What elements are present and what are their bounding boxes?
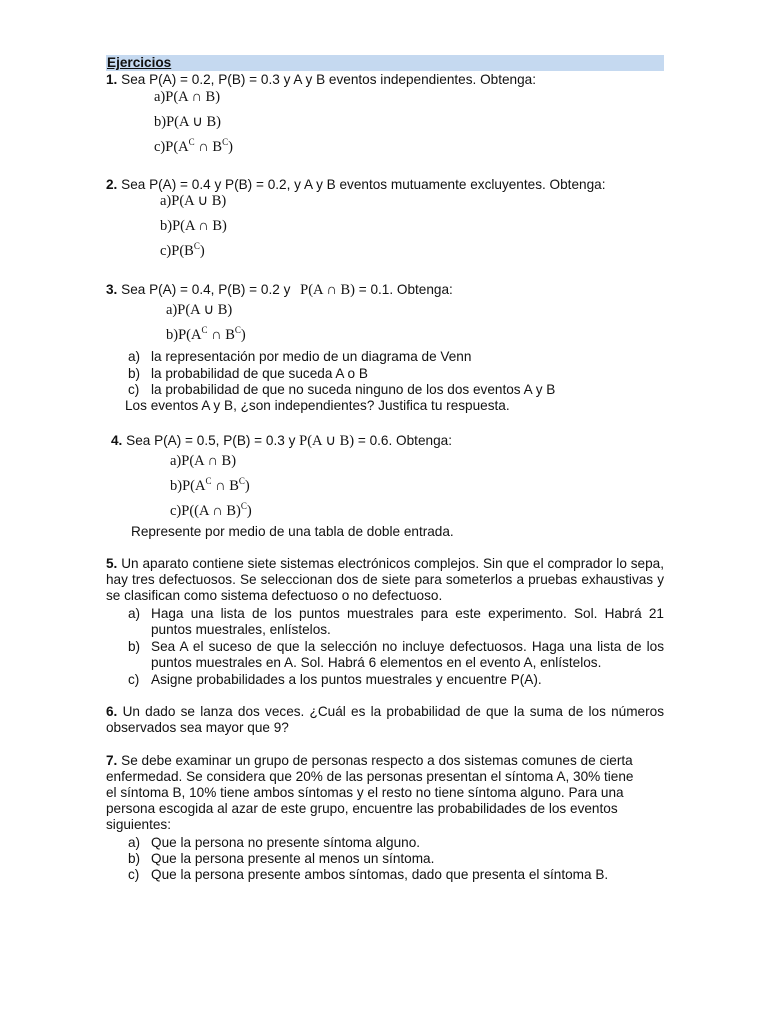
exercise-7-statement xyxy=(106,753,636,833)
exercise-text: Un dado se lanza dos veces. ¿Cuál es la probabilidad de que la suma de los números observados sea mayor que 9? xyxy=(106,704,664,735)
formula-4a: a)P(A ∩ B) xyxy=(170,453,237,469)
exercise-2-statement xyxy=(106,177,605,193)
formula-4c: c)P((A ∩ B)$^C$) xyxy=(170,501,252,519)
list-item: a) Haga una lista de los puntos muestrales para este experimento. Sol. Habrá 21 puntos muestrales, enlístelos. xyxy=(128,606,664,637)
list-item: c) Asigne probabilidades a los puntos muestrales y encuentre P(A). xyxy=(128,672,542,687)
exercise-6-statement xyxy=(106,704,664,736)
exercise-1-statement xyxy=(106,72,536,88)
formula-3a: a)P(A ∪ B) xyxy=(166,302,233,318)
exercise-4-statement xyxy=(111,433,452,449)
formula-4b: $b)P(A^C$ ∩ $B^C$) xyxy=(170,476,250,494)
list-item: b) Sea A el suceso de que la selección no incluye defectuosos. Haga una lista de los puntos muestrales en A. Sol. Habrá 6 elementos en el evento A, enlístelos. xyxy=(128,639,664,670)
exercise-4-closing: Represente por medio de una tabla de doble entrada. xyxy=(131,524,454,539)
exercise-text: Sea P(A) = 0.4, P(B) = 0.2 y xyxy=(121,282,291,297)
inline-formula: P(A ∩ B) xyxy=(300,282,355,298)
list-item: c) Que la persona presente ambos síntomas, dado que presenta el síntoma B. xyxy=(128,867,609,882)
exercise-text: Se debe examinar un grupo de personas respecto a dos sistemas comunes de cierta enfermedad. Se considera que 20% de las personas presentan el síntoma A, 30% tiene el síntoma B, 10% tiene ambos síntomas y el resto no tiene síntoma alguno. Para una persona escogida al azar de este grupo, encuentre las probabilidades de los eventos siguientes: xyxy=(106,753,634,832)
exercise-text-end: = 0.1. Obtenga: xyxy=(358,282,453,297)
exercise-number: 5. xyxy=(106,556,118,571)
formula-2c: $c)P(B^C)$ xyxy=(160,241,205,259)
formula-1c: $c)P(A^C$ ∩ $B^C$) xyxy=(154,137,233,155)
exercise-text: Sea P(A) = 0.5, P(B) = 0.3 y xyxy=(126,433,296,448)
exercise-3-closing: Los eventos A y B, ¿son independientes? Justifica tu respuesta. xyxy=(125,398,510,413)
exercise-text: Sea P(A) = 0.4 y P(B) = 0.2, y A y B eventos mutuamente excluyentes. Obtenga: xyxy=(121,177,606,192)
formula-1b: b)P(A ∪ B) xyxy=(154,114,222,130)
exercise-number: 6. xyxy=(106,704,118,719)
inline-formula: P(A ∪ B) xyxy=(299,433,355,449)
list-item: c) la probabilidad de que no suceda ninguno de los dos eventos A y B xyxy=(128,382,556,397)
formula-2b: b)P(A ∩ B) xyxy=(160,218,227,234)
list-item: a) Que la persona no presente síntoma alguno. xyxy=(128,835,421,850)
list-item: a) la representación por medio de un diagrama de Venn xyxy=(128,349,472,364)
exercise-number: 3. xyxy=(106,282,118,297)
exercise-number: 2. xyxy=(106,177,118,192)
section-title: Ejercicios xyxy=(107,55,172,70)
list-item: b) la probabilidad de que suceda A o B xyxy=(128,366,368,381)
list-item: b) Que la persona presente al menos un síntoma. xyxy=(128,851,435,866)
exercise-text-end: = 0.6. Obtenga: xyxy=(357,433,452,448)
formula-2a: a)P(A ∪ B) xyxy=(160,193,227,209)
exercise-number: 1. xyxy=(106,72,118,87)
exercise-3-statement xyxy=(106,282,453,298)
section-header xyxy=(106,55,664,71)
formula-1a: a)P(A ∩ B) xyxy=(154,89,221,105)
formula-3b: $b)P(A^C$ ∩ $B^C$) xyxy=(166,325,246,343)
exercise-text: Sea P(A) = 0.2, P(B) = 0.3 y A y B eventos independientes. Obtenga: xyxy=(121,72,536,87)
exercise-5-statement xyxy=(106,556,664,604)
exercise-number: 7. xyxy=(106,753,118,768)
exercise-text: Un aparato contiene siete sistemas electrónicos complejos. Sin que el comprador lo sepa, hay tres defectuosos. Se seleccionan dos de siete para someterlos a pruebas exhaustivas y se clasifican como sistema defectuoso o no defectuoso. xyxy=(106,556,665,603)
exercise-number: 4. xyxy=(111,433,123,448)
